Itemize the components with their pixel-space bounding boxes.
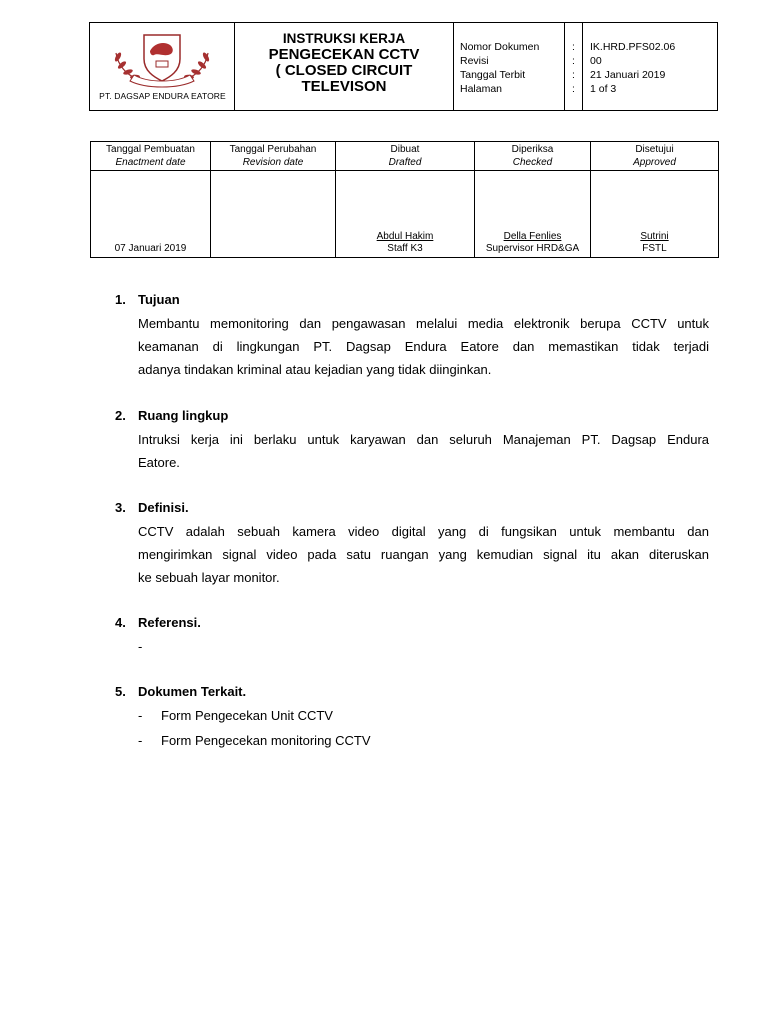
text-line: Eatore.: [138, 455, 180, 470]
company-name: PT. DAGSAP ENDURA EATORE: [99, 91, 226, 101]
approval-cell-checked: [475, 171, 591, 258]
approval-header-cell: [91, 142, 211, 171]
section-number: 4.: [115, 615, 126, 630]
meta-separator: :: [572, 83, 575, 95]
text-line: adanya tindakan kriminal atau kejadian yang tidak diinginkan.: [138, 362, 492, 377]
text-line: Membantu memonitoring dan pengawasan melalui media elektronik berupa CCTV untuk: [138, 316, 709, 331]
approval-label-en: Approved: [633, 157, 676, 168]
text-line: Intruksi kerja ini berlaku untuk karyawan dan seluruh Manajeman PT. Dagsap Endura: [138, 432, 709, 447]
list-item: Form Pengecekan monitoring CCTV: [161, 733, 371, 748]
document-title: [235, 31, 453, 95]
meta-value-document-number: IK.HRD.PFS02.06: [590, 41, 676, 53]
text-line: mengirimkan signal video pada satu ruangan yang kemudian signal itu akan diteruskan: [138, 547, 709, 562]
section-number: 2.: [115, 408, 126, 423]
approval-label-en: Checked: [512, 157, 553, 168]
meta-labels-cell: [454, 23, 565, 110]
text-line: CCTV adalah sebuah kamera video digital yang di fungsikan untuk membantu dan: [138, 524, 709, 539]
section-number: 5.: [115, 684, 126, 699]
logo-cell: [90, 23, 235, 110]
list-bullet: -: [138, 733, 143, 748]
approval-label: Dibuat: [390, 144, 420, 155]
approval-cell-drafted: [336, 171, 475, 258]
approval-table: [90, 141, 719, 258]
meta-value-page: 1 of 3: [590, 83, 617, 95]
approval-body-row: [91, 171, 719, 258]
title-line: ( CLOSED CIRCUIT: [275, 62, 413, 79]
drafted-by-name: Abdul Hakim: [376, 231, 434, 242]
approval-cell-enactment-date: [91, 171, 211, 258]
meta-label-page: Halaman: [460, 83, 503, 95]
approval-label: Diperiksa: [511, 144, 554, 155]
meta-label-revision: Revisi: [460, 55, 489, 67]
section-text: [138, 312, 709, 381]
drafted-by-role: Staff K3: [387, 243, 423, 254]
section-text: [138, 635, 709, 658]
section-number: 1.: [115, 292, 126, 307]
checked-by-role: Supervisor HRD&GA: [485, 243, 580, 254]
company-logo-icon: [108, 31, 216, 91]
approval-label: Tanggal Perubahan: [229, 144, 317, 155]
meta-separator: :: [572, 41, 575, 53]
section-heading: Dokumen Terkait.: [138, 684, 247, 699]
approved-by-role: FSTL: [642, 243, 667, 254]
approval-header-cell: [211, 142, 336, 171]
approved-by-name: Sutrini: [640, 231, 669, 242]
section-text: [138, 520, 709, 589]
approval-label-en: Enactment date: [115, 157, 186, 168]
approval-header-cell: [475, 142, 591, 171]
title-line: TELEVISON: [301, 78, 387, 95]
list-item: Form Pengecekan Unit CCTV: [161, 708, 333, 723]
section-number: 3.: [115, 500, 126, 515]
approval-cell-revision-date: [211, 171, 336, 258]
meta-label-document-number: Nomor Dokumen: [460, 41, 540, 53]
list-bullet: -: [138, 708, 143, 723]
meta-label-issue-date: Tanggal Terbit: [460, 69, 526, 81]
approval-header-row: [91, 142, 719, 171]
approval-label: Tanggal Pembuatan: [106, 144, 195, 155]
meta-separator: :: [572, 55, 575, 67]
section-text: [138, 428, 709, 474]
approval-header-cell: [591, 142, 719, 171]
meta-separator-cell: [565, 23, 583, 110]
meta-values-cell: [583, 23, 717, 110]
document-header: [89, 22, 718, 111]
approval-label-en: Revision date: [242, 157, 304, 168]
title-line: INSTRUKSI KERJA: [282, 31, 406, 46]
approval-cell-approved: [591, 171, 719, 258]
approval-label-en: Drafted: [388, 157, 422, 168]
text-line: -: [138, 639, 143, 654]
approval-header-cell: [336, 142, 475, 171]
meta-separator: :: [572, 69, 575, 81]
section-heading: Tujuan: [138, 292, 180, 307]
section-heading: Referensi.: [138, 615, 201, 630]
text-line: ke sebuah layar monitor.: [138, 570, 280, 585]
meta-value-issue-date: 21 Januari 2019: [590, 69, 666, 81]
section-heading: Ruang lingkup: [138, 408, 229, 423]
enactment-date: 07 Januari 2019: [114, 243, 187, 254]
title-line: PENGECEKAN CCTV: [268, 46, 420, 63]
approval-label: Disetujui: [635, 144, 674, 155]
section-heading: Definisi.: [138, 500, 189, 515]
meta-value-revision: 00: [590, 55, 602, 67]
checked-by-name: Della Fenlies: [503, 231, 562, 242]
title-cell: [235, 23, 454, 110]
text-line: keamanan di lingkungan PT. Dagsap Endura Eatore dan memastikan tidak terjadi: [138, 339, 709, 354]
